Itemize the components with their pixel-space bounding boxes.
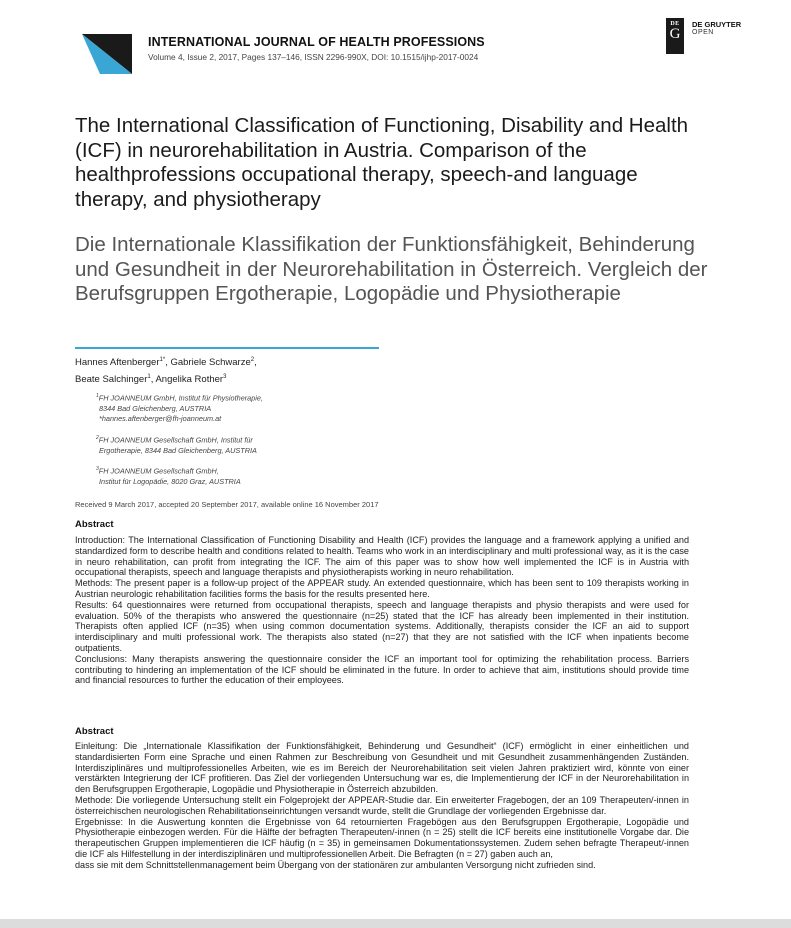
- publisher-logo: [666, 18, 684, 54]
- journal-logo: [82, 34, 132, 74]
- affiliation: [96, 433, 376, 456]
- title-german: Die Internationale Klassifikation der Funktionsfähigkeit, Behinderung und Gesundheit in der Neurorehabilitation in Österreich. Vergleich der Berufsgruppen Ergotherapie, Logopädie und Physiotherapie: [75, 233, 708, 305]
- affiliation-mark: 2: [96, 435, 99, 441]
- author-separator: ,: [165, 357, 171, 369]
- abstract-heading-german: Abstract: [75, 726, 114, 737]
- title-divider: [75, 347, 379, 349]
- received-dates: Received 9 March 2017, accepted 20 September 2017, available online 16 November 2017: [75, 500, 379, 509]
- abstract-methods: Methods: The present paper is a follow-up project of the APPEAR study. An extended questionnaire, which has been sent to 109 therapists working in Austrian neurologic rehabilitation facilities forms the basis for the results presented here.: [75, 578, 689, 599]
- abstract-heading: Abstract: [75, 519, 114, 530]
- author-affiliation-mark: 1*: [159, 357, 166, 363]
- affiliation-line: FH JOANNEUM Gesellschaft GmbH, Institut für: [98, 435, 253, 445]
- affiliation-line: Ergotherapie, 8344 Bad Gleichenberg, AUSTRIA: [99, 445, 257, 455]
- publisher-open: OPEN: [692, 29, 714, 36]
- affiliation-mark: 1: [96, 393, 99, 399]
- abstract-english: [75, 535, 689, 686]
- title-english: The International Classification of Functioning, Disability and Health (ICF) in neurorehabilitation in Austria. Comparison of the healthprofessions occupational therapy, speech-and language therapy, and physiotherapy: [75, 114, 689, 211]
- author-name: Beate Salchinger: [75, 374, 148, 386]
- author-separator: ,: [254, 357, 257, 369]
- abstract-introduction: Introduction: The International Classification of Functioning Disability and Health (ICF) provides the language and a framework applying a unified and standardized form to describe health and conditions related to health. Teams who work in an interdisciplinary and multi professional way, as it is the case in neuro rehabilitation, can profit from integrating the ICF. The aim of this paper was to show how well implemented the ICF is in Austria with occupational therapists, speech and language therapists and physiotherapists working in neuro rehabilitation.: [75, 535, 689, 578]
- journal-meta: Volume 4, Issue 2, 2017, Pages 137–146, ISSN 2296-990X, DOI: 10.1515/ijhp-2017-0024: [148, 52, 479, 62]
- journal-title: INTERNATIONAL JOURNAL OF HEALTH PROFESSIONS: [148, 35, 485, 49]
- author-separator: ,: [150, 374, 156, 386]
- author-affiliation-mark: 2: [250, 357, 255, 363]
- abstract-conclusions: Conclusions: Many therapists answering the questionnaire consider the ICF an important tool for optimizing the rehabilitation process. Barriers contributing to hindering an implementation of the ICF should be eliminated in the future. In order to achieve that aim, institutions should provide time and financial resources to further the education of their employees.: [75, 653, 689, 686]
- affiliation-mark: 3: [96, 466, 99, 472]
- author-name: Angelika Rother: [155, 374, 224, 386]
- publisher-logo-letter: G: [669, 26, 681, 42]
- publisher-logo-top: DE: [670, 21, 680, 27]
- author-name: Gabriele Schwarze: [170, 357, 251, 369]
- author-name: Hannes Aftenberger: [75, 357, 160, 369]
- author-affiliation-mark: 1: [147, 374, 151, 381]
- affiliation: [96, 464, 376, 487]
- abstract-german: [75, 741, 689, 871]
- abstract-einleitung: Einleitung: Die „Internationale Klassifikation der Funktionsfähigkeit, Behinderung und Gesundheit“ (ICF) ermöglicht in einer einheitlichen und standardisierten Form eine Sprache und einen Rahmen zur Beschreibung von Gesundheit und mit Gesundheit zusammenhängenden Zuständen. Interdisziplinäres und multiprofessionelles Arbeiten, wie es im Bereich der Neurorehabilitation seit vielen Jahren praktiziert wird, könnte von einer verstärkten Integrierung der ICF profitieren. Das Ziel der vorliegenden Untersuchung war es, die Implementierung der ICF in der Neurorehabilitation in den Berufsgruppen Ergotherapie, Logopädie und Physiotherapie in Österreich abzubilden.: [75, 741, 689, 795]
- affiliation-line: FH JOANNEUM Gesellschaft GmbH,: [98, 466, 219, 476]
- abstract-last-line: dass sie mit dem Schnittstellenmanagement beim Übergang von der stationären zur ambulanten Versorgung nicht zufrieden sind.: [75, 859, 596, 870]
- page-scroll-edge: [0, 919, 791, 928]
- author-affiliation-mark: 3: [223, 374, 227, 381]
- affiliation: [96, 391, 376, 425]
- author-list: [75, 353, 395, 387]
- publisher-name: DE GRUYTER: [692, 20, 742, 29]
- affiliation-email: *hannes.aftenberger@fh-joanneum.at: [99, 414, 222, 424]
- abstract-ergebnisse: Ergebnisse: In die Auswertung konnten die Ergebnisse von 64 retournierten Fragebögen aus den Berufsgruppen Ergotherapie, Logopädie und Physiotherapie einbezogen werden. Für die Hälfte der befragten Therapeuten/-innen (n = 25) stellt die ICF bereits eine institutionelle Vorgabe dar. Die therapeutischen Gruppen implementieren die ICF häufig (n = 35) in gemeinsamen Dokumentationssystemen. Zudem sehen befragte Therapeut/-innen die ICF als Hilfestellung in der interdisziplinären und multiprofessionellen Arbeit. Die Befragten (n = 27) gaben auch an,: [75, 816, 689, 859]
- abstract-results: Results: 64 questionnaires were returned from occupational therapists, speech and language therapists and physio therapists and were used for evaluation. 50% of the therapists who answered the questionnaire (n=25) stated that the ICF has already been implemented in their institution. Therapists often applied ICF (n=35) when using common documentation systems. Additionally, therapists consider the ICF an aid to support interdisciplinary and multi professional work. The therapists also stated (n=27) that they are not satisfied with the ICF when inpatients become outpatients.: [75, 599, 689, 653]
- affiliation-line: Institut für Logopädie, 8020 Graz, AUSTRIA: [99, 476, 241, 486]
- affiliation-line: 8344 Bad Gleichenberg, AUSTRIA: [99, 403, 212, 413]
- abstract-methode: Methode: Die vorliegende Untersuchung stellt ein Folgeprojekt der APPEAR-Studie dar. Ein erweiterter Fragebogen, der an 109 Therapeuten/-innen in österreichischen neurologischen Rehabilitationseinrichtungen versandt wurde, stellt die Grundlage der vorliegenden Ergebnisse dar.: [75, 794, 689, 816]
- affiliation-line: FH JOANNEUM GmbH, Institut für Physiotherapie,: [98, 393, 264, 403]
